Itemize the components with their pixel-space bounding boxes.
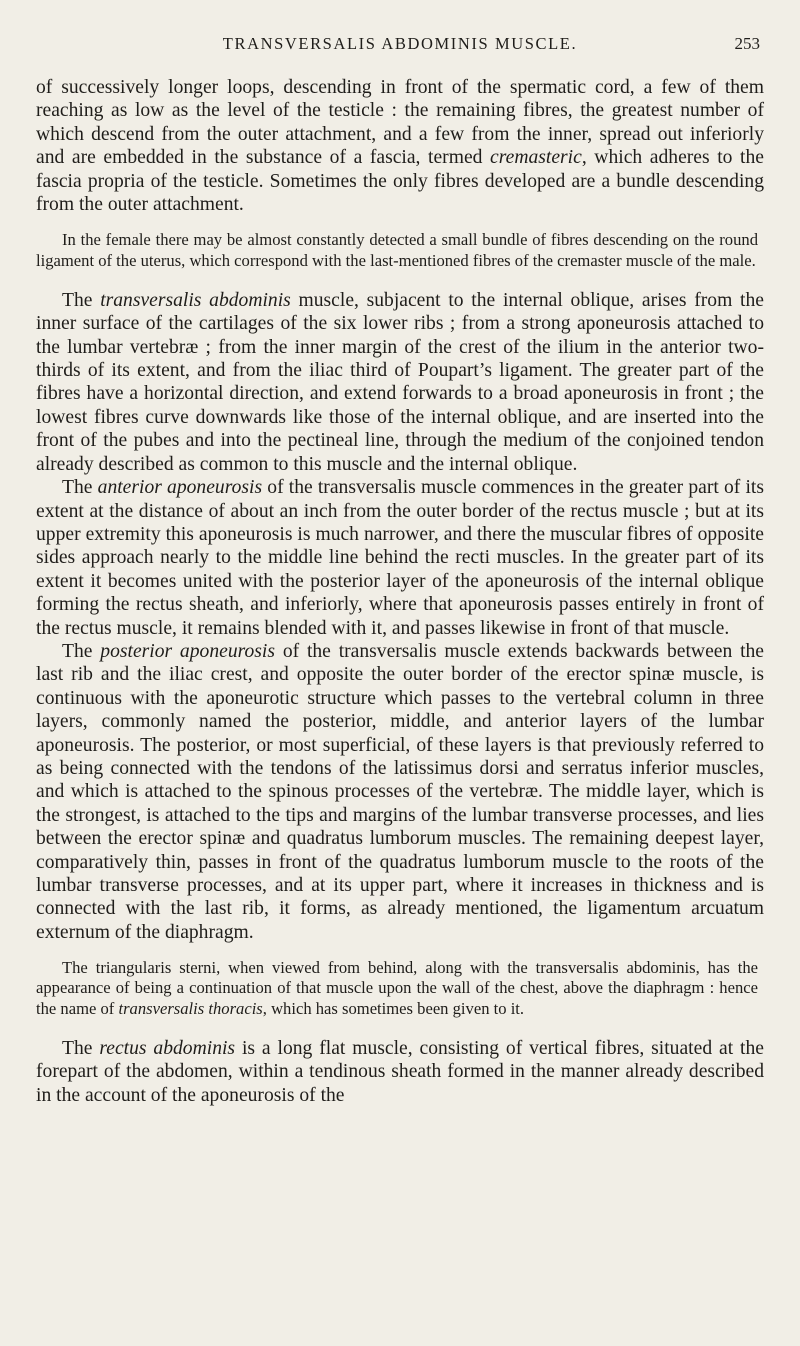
body-paragraph bbox=[36, 640, 764, 944]
text-run: The bbox=[62, 640, 101, 662]
small-print-paragraph bbox=[36, 230, 758, 270]
text-run: In the female there may be almost constantly detected a small bundle of fibres descending on the round ligament of the uterus, which correspond with the last-mentioned fibres of the cremaster muscle of the male. bbox=[36, 230, 758, 270]
running-head bbox=[36, 30, 764, 56]
text-run: muscle, subjacent to the internal oblique, arises from the inner surface of the cartilages of the six lower ribs ; from a strong aponeurosis attached to the lumbar vertebræ ; from the inner margin of the crest of the ilium in the anterior two-thirds of its extent, and from the iliac third of Poupart’s ligament. The greater part of the fibres have a horizontal direction, and extend forwards to a broad aponeurosis in front ; the lowest fibres curve downwards like those of the internal oblique, and are inserted into the front of the pubes and into the pectineal line, through the medium of the conjoined tendon already described as common to this muscle and the internal oblique. bbox=[36, 289, 764, 475]
running-title: TRANSVERSALIS ABDOMINIS MUSCLE. bbox=[222, 34, 578, 53]
italic-term: rectus abdominis bbox=[99, 1037, 236, 1059]
italic-term: anterior aponeurosis bbox=[97, 477, 263, 499]
small-print-paragraph bbox=[36, 958, 758, 1019]
body-paragraph bbox=[36, 289, 764, 476]
text-run: The bbox=[62, 1037, 100, 1059]
body-paragraph bbox=[36, 76, 764, 216]
body-paragraph bbox=[36, 1037, 764, 1107]
text-run: of the transversalis muscle extends backwards between the last rib and the iliac crest, and opposite the outer border of the erector spinæ muscle, is continuous with the aponeurotic structure which passes to the vertebral column in three layers, commonly named the posterior, middle, and anterior layers of the lumbar aponeurosis. The posterior, or most superficial, of these layers is that previously referred to as being connected with the tendons of the latissimus dorsi and serratus inferior muscles, and which is attached to the spinous processes of the vertebræ. The middle layer, which is the strongest, is attached to the tips and margins of the lumbar transverse processes, and lies between the erector spinæ and quadratus lumborum muscles. The remaining deepest layer, comparatively thin, passes in front of the quadratus lumborum muscle to the roots of the lumbar transverse processes, and at its upper part, where it increases in thickness and is connected with the last rib, it forms, as already mentioned, the ligamentum arcuatum externum of the diaphragm. bbox=[36, 640, 764, 943]
italic-term: transversalis abdominis bbox=[100, 289, 291, 311]
italic-term: cremasteric bbox=[490, 147, 582, 169]
text-run: is a long flat muscle, consisting of vertical fibres, situated at the forepart of the abdomen, within a tendinous sheath formed in the manner already described in the account of the aponeurosis of the bbox=[36, 1037, 764, 1106]
italic-term: transversalis thoracis bbox=[118, 998, 263, 1018]
text-run: The bbox=[62, 477, 98, 499]
text-run: , which has sometimes been given to it. bbox=[262, 998, 525, 1018]
italic-term: posterior aponeurosis bbox=[100, 640, 276, 662]
text-body bbox=[36, 76, 764, 1107]
text-run: The triangularis sterni, when viewed from behind, along with the transversalis abdominis, has the appearance of being a continuation of that muscle upon the wall of the chest, above the diaphragm : hence the name of bbox=[36, 958, 758, 1018]
text-run: of the transversalis muscle commences in the greater part of its extent at the distance of about an inch from the outer border of the rectus muscle ; but at its upper extremity this aponeurosis is much narrower, and there the muscular fibres of opposite sides approach nearly to the middle line behind the recti muscles. In the greater part of its extent it becomes united with the posterior layer of the aponeurosis of the internal oblique forming the rectus sheath, and inferiorly, where that aponeurosis passes entirely in front of the rectus muscle, it remains blended with it, and passes likewise in front of that muscle. bbox=[36, 477, 764, 639]
page-number: 253 bbox=[734, 34, 760, 53]
text-run: The bbox=[62, 289, 101, 311]
text-run: , which adheres to the fascia propria of the testicle. Sometimes the only fibres developed are a bundle descending from the outer attachment. bbox=[36, 147, 764, 216]
text-run: of successively longer loops, descending in front of the spermatic cord, a few of them reaching as low as the level of the testicle : the remaining fibres, the greatest number of which descend from the outer attachment, and a few from the inner, spread out inferiorly and are embedded in the substance of a fascia, termed bbox=[36, 77, 764, 169]
body-paragraph bbox=[36, 476, 764, 640]
